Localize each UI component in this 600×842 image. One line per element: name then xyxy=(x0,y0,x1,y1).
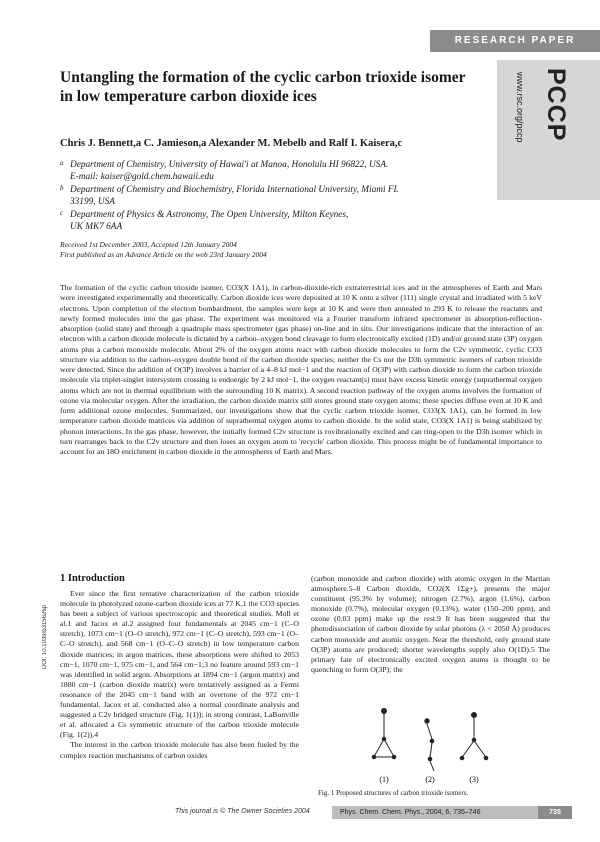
affiliation-mark: c xyxy=(60,209,64,217)
author-list: Chris J. Bennett,a C. Jamieson,a Alexander M. Mebelb and Ralf I. Kaisera,c xyxy=(60,138,403,149)
received-date: Received 1st December 2003, Accepted 12th January 2004 xyxy=(60,240,237,249)
journal-logo: PCCP xyxy=(542,68,570,142)
article-title: Untangling the formation of the cyclic carbon trioxide isomer in low temperature carbon dioxide ices xyxy=(60,69,466,105)
figure-caption: Fig. 1 Proposed structures of carbon trioxide isomers. xyxy=(318,789,469,797)
affiliation-c xyxy=(60,210,500,233)
affiliation-mark: b xyxy=(60,184,64,192)
affiliation-line: 33199, USA xyxy=(70,196,115,207)
body-paragraph: (carbon monoxide and carbon dioxide) with atomic oxygen in the Martian atmosphere.5–8 Carbon dioxide, CO2(X 1Σg+), presents the major constituent (95.3% by volume); nitrogen (2.7%), argon (1.6%), carbon monoxide (0.7%), molecular oxygen (0.13%), water (150–200 ppm), and ozone (0.03 ppm) make up the rest.9 It has been suggested that the photodissociation of carbon dioxide by solar photons (λ < 2050 Å) produces carbon monoxide and atomic oxygen. Near the threshold, only ground state O(3P) atoms are produced; shorter wavelengths supply also O(1D).5 The primary fate of electronically excited oxygen atoms is thought to be quenching to form O(3P); the xyxy=(311,574,550,674)
affiliation-line: Department of Chemistry, University of Hawai'i at Manoa, Honolulu HI 96822, USA. xyxy=(70,160,389,170)
body-column-left xyxy=(60,589,299,761)
figure-structures xyxy=(362,683,512,787)
footer-copyright: This journal is © The Owner Societies 2004 xyxy=(175,808,310,815)
affiliation-email[interactable]: E-mail: kaiser@gold.chem.hawaii.edu xyxy=(70,171,214,182)
affiliation-line: UK MK7 6AA xyxy=(70,221,123,232)
section-banner: RESEARCH PAPER xyxy=(430,30,600,52)
page-footer xyxy=(0,808,600,820)
affiliation-a xyxy=(60,160,500,183)
article-dates xyxy=(60,240,500,260)
structure-2 xyxy=(425,719,434,771)
affiliation-line: Department of Chemistry and Biochemistry, Florida International University, Miami FL xyxy=(70,185,399,195)
figure-label-3: (3) xyxy=(469,775,479,784)
affiliation-line: Department of Physics & Astronomy, The Open University, Milton Keynes, xyxy=(70,210,349,220)
body-paragraph: The interest in the carbon trioxide molecule has also been fueled by the complex reaction mechanisms of carbon oxides xyxy=(60,740,299,760)
structure-3 xyxy=(460,713,488,760)
page-number: 735 xyxy=(538,806,572,819)
doi-label[interactable]: DOI: 10.1039/b315626p xyxy=(42,605,48,670)
figure-label-1: (1) xyxy=(379,775,389,784)
affiliation-b xyxy=(60,185,500,208)
figure-label-2: (2) xyxy=(425,775,435,784)
section-heading-introduction: 1 Introduction xyxy=(60,573,125,584)
affiliation-mark: a xyxy=(60,159,64,167)
journal-url[interactable]: www.rsc.org/pccp xyxy=(515,72,525,143)
footer-citation-bar xyxy=(332,806,572,819)
published-date: First published as an Advance Article on the web 23rd January 2004 xyxy=(60,250,267,259)
footer-citation: Phys. Chem. Chem. Phys., 2004, 6, 735–746 xyxy=(340,809,481,816)
abstract: The formation of the cyclic carbon trioxide isomer, CO3(X 1A1), in carbon-dioxide-rich extraterrestrial ices and in the atmospheres of Earth and Mars were investigated experimentally and theoretically. Carbon dioxide ices were deposited at 10 K onto a silver (111) single crystal and irradiated with 5 keV electrons. Upon completion of the electron bombardment, the samples were kept at 10 K and were then annealed to 293 K to release the reactants and newly formed molecules into the gas phase. The experiment was monitored via a Fourier transform infrared spectrometer in absorption-reflection-absorption (solid state) and through a quadruple mass spectrometer (gas phase) on-line and in situ. Our investigations indicate that the interaction of an electron with a carbon dioxide molecule is dictated by a carbon–oxygen bond cleavage to form electronically excited (1D) and/or ground state (3P) oxygen atoms plus a carbon monoxide molecule. About 2% of the oxygen atoms react with carbon dioxide molecules to form the C2v symmetric, cyclic CO3 structure via addition to the carbon–oxygen double bond of the carbon dioxide species; neither the Cs nor the D3h symmetric isomers of carbon trioxide were detected. Since the addition of O(3P) involves a barrier of a 4–8 kJ mol−1 and the reaction of O(3P) with carbon dioxide to form the carbon trioxide molecule via triplet-singlet intersystem crossing is endoergic by 2 kJ mol−1, the oxygen reactant(s) must have excess kinetic energy (suprathermal oxygen atoms which are not in thermal equilibrium with the surrounding 10 K matrix). A second reaction pathway of the oxygen atoms involves the formation of ozone via molecular oxygen. After the irradiation, the carbon dioxide matrix still stores ground state oxygen atoms; these species diffuse even at 10 K and form additional ozone molecules. Summarized, our investigations show that the cyclic carbon trioxide isomer, CO3(X 1A1), can be formed in low temperature carbon dioxide matrices via addition of suprathermal oxygen atoms to carbon dioxide. In the solid state, CO3(X 1A1) is being stabilized by phonon interactions. In the gas phase, however, the initially formed C2v structure is rovibrationally excited and can ring-open to the D3h isomer which in turn rearranges back to the C2v structure and then loses an oxygen atom to 'recycle' carbon dioxide. This process might be of fundamental importance to account for an 18O enrichment in carbon dioxide in the atmospheres of Earth and Mars. xyxy=(60,283,542,456)
journal-logo-box xyxy=(497,60,600,200)
structure-1 xyxy=(372,709,396,759)
body-column-right xyxy=(311,574,550,675)
body-paragraph: Ever since the first tentative characterization of the carbon trioxide molecule in photolyzed ozone-carbon dioxide ices at 77 K,1 the CO3 species has been a subject of various spectroscopic and theoretical studies. Moll et al.1 and Jacox et al.2 assigned four fundamentals at 2045 cm−1 (C–O stretch), 1073 cm−1 (O–O stretch), 972 cm−1 (C–O stretch), 593 cm−1 (O–C–O stretch), and 568 cm−1 (O–C–O stretch) in low temperature carbon dioxide matrices; in argon matrices, these absorptions were shifted to 2053 cm−1, 1070 cm−1, 975 cm−1, and 564 cm−1;3 no feature around 593 cm−1 was identified in solid argon. Absorptions at 1894 cm−1 (argon matrix) and 1880 cm−1 (carbon dioxide matrix) were tentatively assigned as a Fermi resonance of the 2045 cm−1 band with an overtone of the 972 cm−1 fundamental. Jacox et al. conducted also a normal coordinate analysis and suggested a C2v bridged structure (Fig. 1(1)); in strong contrast, LaBonville et al. allocated a Cs symmetric structure of the carbon trioxide molecule (Fig. 1(2)).4 xyxy=(60,589,299,740)
affiliations xyxy=(60,160,500,235)
